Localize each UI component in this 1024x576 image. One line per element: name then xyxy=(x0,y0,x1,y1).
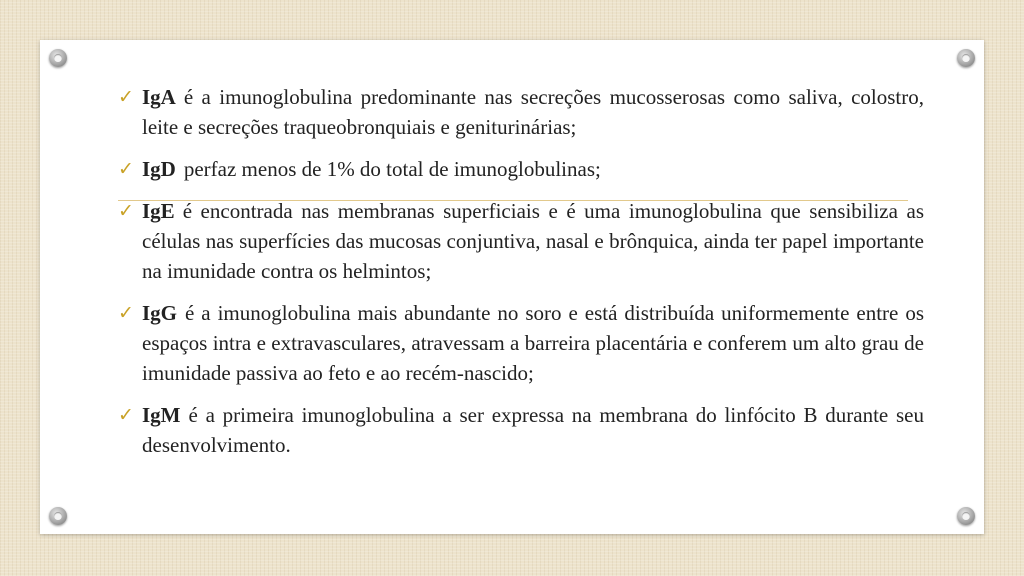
term-description: perfaz menos de 1% do total de imunoglobulinas; xyxy=(183,157,601,181)
bullet-list xyxy=(118,82,924,472)
term-label: IgD xyxy=(142,157,176,181)
bullet-item-igm xyxy=(118,400,924,460)
bullet-item-ige xyxy=(118,196,924,286)
checkmark-icon: ✓ xyxy=(118,200,134,222)
checkmark-icon: ✓ xyxy=(118,302,134,324)
checkmark-icon: ✓ xyxy=(118,404,134,426)
term-description: é a imunoglobulina predominante nas secreções mucosserosas como saliva, colostro, leite e secreções traqueobronquiais e geniturinárias; xyxy=(142,85,924,139)
checkmark-icon: ✓ xyxy=(118,86,134,108)
pin-icon xyxy=(49,507,67,525)
slide-card xyxy=(40,40,984,534)
term-description: é a primeira imunoglobulina a ser expressa na membrana do linfócito B durante seu desenvolvimento. xyxy=(142,403,924,457)
term-label: IgG xyxy=(142,301,178,325)
term-label: IgM xyxy=(142,403,181,427)
term-description: é encontrada nas membranas superficiais e é uma imunoglobulina que sensibiliza as células nas superfícies das mucosas conjuntiva, nasal e brônquica, ainda ter papel importante na imunidade contra os helmintos; xyxy=(142,199,924,283)
pin-icon xyxy=(957,49,975,67)
checkmark-icon: ✓ xyxy=(118,158,134,180)
bullet-item-igd xyxy=(118,154,924,184)
term-description: é a imunoglobulina mais abundante no soro e está distribuída uniformemente entre os espaços intra e extravasculares, atravessam a barreira placentária e conferem um alto grau de imunidade passiva ao feto e ao recém-nascido; xyxy=(142,301,924,385)
bullet-item-iga xyxy=(118,82,924,142)
pin-icon xyxy=(49,49,67,67)
term-label: IgA xyxy=(142,85,176,109)
term-label: IgE xyxy=(142,199,175,223)
pin-icon xyxy=(957,507,975,525)
bullet-item-igg xyxy=(118,298,924,388)
